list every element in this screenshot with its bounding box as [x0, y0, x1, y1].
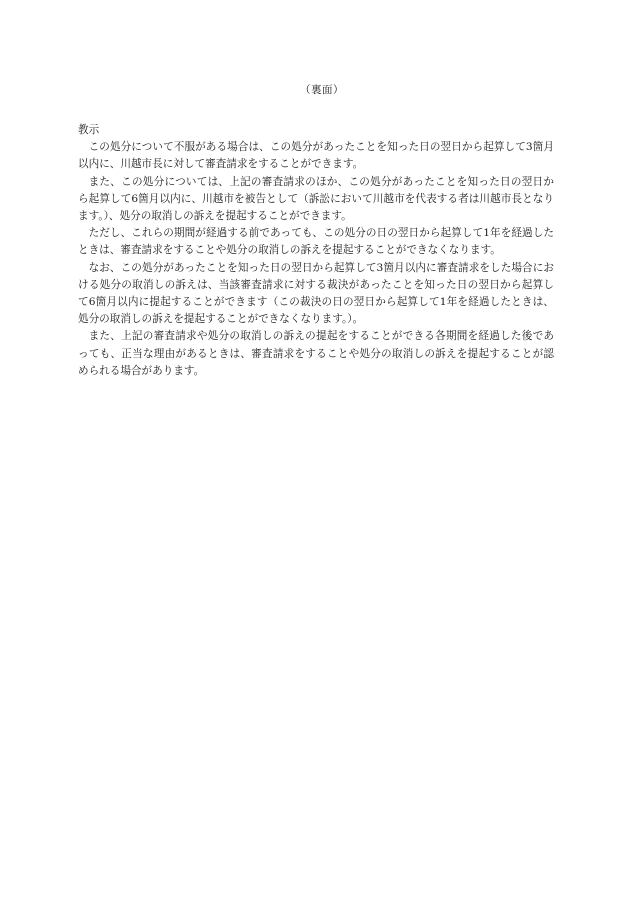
- section-heading: 教示: [78, 124, 100, 136]
- paragraph-review-request: この処分について不服がある場合は、この処分があったことを知った日の翌日から起算して3箇月以内に、川越市長に対して審査請求をすることができます。: [78, 141, 554, 171]
- paragraph-revocation-suit: また、この処分については、上記の審査請求のほか、この処分があったことを知った日の翌日から起算して6箇月以内に、川越市を被告として（訴訟において川越市を代表する者は川越市長となります。）、処分の取消しの訴えを提起することができます。: [78, 175, 554, 223]
- paragraph-justifiable-reason: また、上記の審査請求や処分の取消しの訴えの提起をすることができる各期間を経過した後であっても、正当な理由があるときは、審査請求をすることや処分の取消しの訴えを提起することが認められる場合があります。: [78, 330, 554, 377]
- instruction-section: [78, 122, 554, 380]
- paragraph-one-year-limit: ただし、これらの期間が経過する前であっても、この処分の日の翌日から起算して1年を経過したときは、審査請求をすることや処分の取消しの訴えを提起することができなくなります。: [78, 227, 554, 257]
- reverse-side-label: （裏面）: [300, 84, 344, 96]
- paragraph-after-ruling: なお、この処分があったことを知った日の翌日から起算して3箇月以内に審査請求をした場合における処分の取消しの訴えは、当該審査請求に対する裁決があったことを知った日の翌日から起算して6箇月以内に提起することができます（この裁決の日の翌日から起算して1年を経過したときは、処分の取消しの訴えを提起することができなくなります。）。: [78, 261, 554, 326]
